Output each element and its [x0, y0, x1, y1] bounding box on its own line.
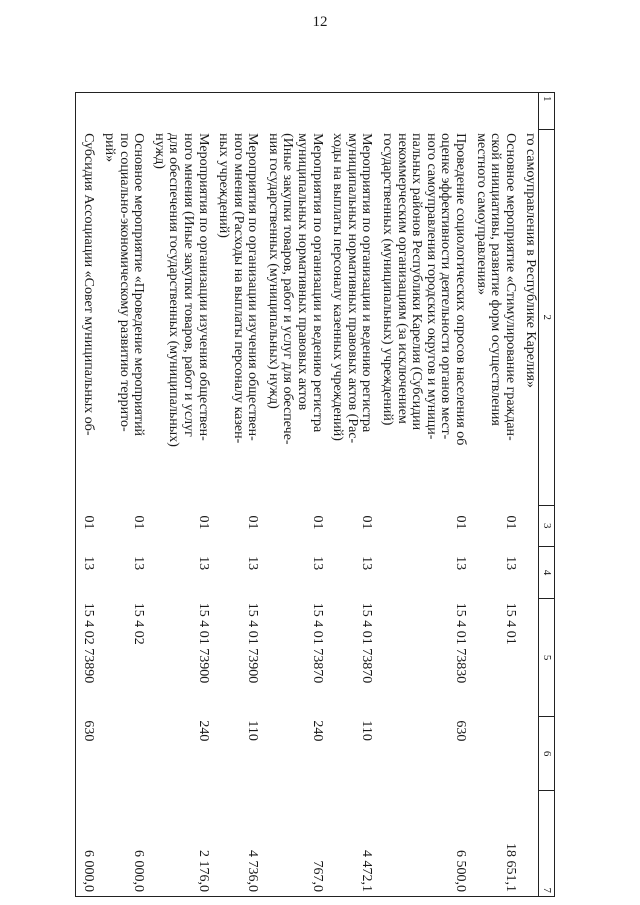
row-name: Мероприятия по организации и ведению регистра муниципальных нормативных правовых актов (Иные закупки товаров, работ и услуг для обеспече- ния государственных (муниципальных) нужд)	[265, 133, 325, 445]
row-name: Субсидия Ассоциации «Совет муниципальных об-	[75, 129, 96, 505]
row-expense-type: 240	[309, 720, 325, 742]
row-subsection	[518, 546, 539, 599]
table-row	[325, 93, 375, 897]
row-name: Основное мероприятие «Стимулирование граждан- ской инициативы, развитие форм осуществления местного самоуправления»	[473, 133, 518, 441]
row-subsection: 13	[309, 556, 325, 571]
row-subsection: 13	[75, 546, 96, 599]
row-expense-type	[518, 716, 539, 791]
row-expense-type	[96, 716, 146, 791]
row-sum: 6 000,0	[96, 791, 146, 897]
budget-table	[75, 92, 555, 897]
row-section: 01	[75, 505, 96, 546]
row-target-code: 15 4 01 73830	[453, 602, 469, 684]
table-row	[211, 93, 261, 897]
row-sum: 2 176,0	[146, 791, 210, 897]
row-target-code: 15 4 01 73870	[359, 602, 375, 684]
row-target-code: 15 4 01 73870	[309, 602, 325, 684]
row-section: 01	[195, 515, 211, 530]
row-name: Мероприятия по организации изучения обществен- ного мнения (Иные закупки товаров, работ и услуг для обеспечения государственных (муниципальных) нужд)	[151, 133, 211, 447]
row-section: 01	[245, 515, 261, 530]
row-subsection: 13	[359, 556, 375, 571]
row-subsection: 13	[131, 556, 147, 571]
row-target-code: 15 4 01 73900	[195, 602, 211, 684]
row-name: Основное мероприятие «Проведение мероприятий по социально-экономическому развитию террито- рий»	[101, 133, 147, 437]
row-section: 01	[502, 515, 518, 530]
table-row	[75, 93, 96, 897]
table-row	[468, 93, 518, 897]
row-section: 01	[309, 515, 325, 530]
header-col-6: 6	[539, 716, 555, 791]
row-name: Мероприятия по организации и ведению регистра муниципальных нормативных правовых актов (Рас- ходы на выплаты персоналу казенных учреждений)	[330, 133, 375, 444]
row-name: Мероприятия по организации изучения обществен- ного мнения (Расходы на выплаты персоналу казен- ных учреждений)	[216, 133, 261, 444]
row-subsection: 13	[502, 556, 518, 571]
row-sum: 18 651,1	[468, 791, 518, 897]
header-col-5: 5	[539, 599, 555, 717]
table-row	[518, 93, 539, 897]
row-sum: 4 736,0	[211, 791, 261, 897]
row-section: 01	[131, 515, 147, 530]
row-target-code: 15 4 02 73890	[75, 599, 96, 717]
row-subsection: 13	[245, 556, 261, 571]
row-sum: 6 500,0	[374, 791, 468, 897]
row-expense-type: 110	[245, 720, 261, 741]
row-sum: 4 472,1	[325, 791, 375, 897]
header-col-3: 3	[539, 505, 555, 546]
row-name: Проведение социологических опросов населения об оценке эффективности деятельности органов мест- ного самоуправления городских округов и муници- пальных районов Республики Карелия (Субсидии некоммерческим организациям (за исключением государственных (муниципальных) учреждений)	[380, 133, 469, 446]
row-target-code: 15 4 02	[131, 602, 147, 645]
row-expense-type: 630	[75, 716, 96, 791]
row-target-code: 15 4 01	[502, 602, 518, 645]
row-section: 01	[359, 515, 375, 530]
header-col-4: 4	[539, 546, 555, 599]
row-sum	[518, 791, 539, 897]
row-subsection: 13	[453, 556, 469, 571]
header-row	[539, 93, 555, 897]
row-sum: 767,0	[260, 791, 324, 897]
header-col-1: 1	[539, 93, 555, 130]
row-expense-type: 110	[359, 720, 375, 741]
page-number: 12	[312, 14, 328, 30]
rotated-budget-table	[81, 92, 555, 897]
table-row	[146, 93, 210, 897]
row-section: 01	[453, 515, 469, 530]
row-expense-type	[468, 716, 518, 791]
row-name: го самоуправления в Республике Карелия»	[523, 133, 539, 388]
header-col-7: 7	[539, 791, 555, 897]
header-col-2: 2	[539, 129, 555, 505]
row-sum: 6 000,0	[75, 791, 96, 897]
table-row	[260, 93, 324, 897]
row-target-code: 15 4 01 73900	[245, 602, 261, 684]
table-row	[374, 93, 468, 897]
row-expense-type: 240	[195, 720, 211, 742]
row-expense-type: 630	[453, 720, 469, 742]
row-section	[518, 505, 539, 546]
row-subsection: 13	[195, 556, 211, 571]
row-target-code	[518, 599, 539, 717]
table-row	[96, 93, 146, 897]
